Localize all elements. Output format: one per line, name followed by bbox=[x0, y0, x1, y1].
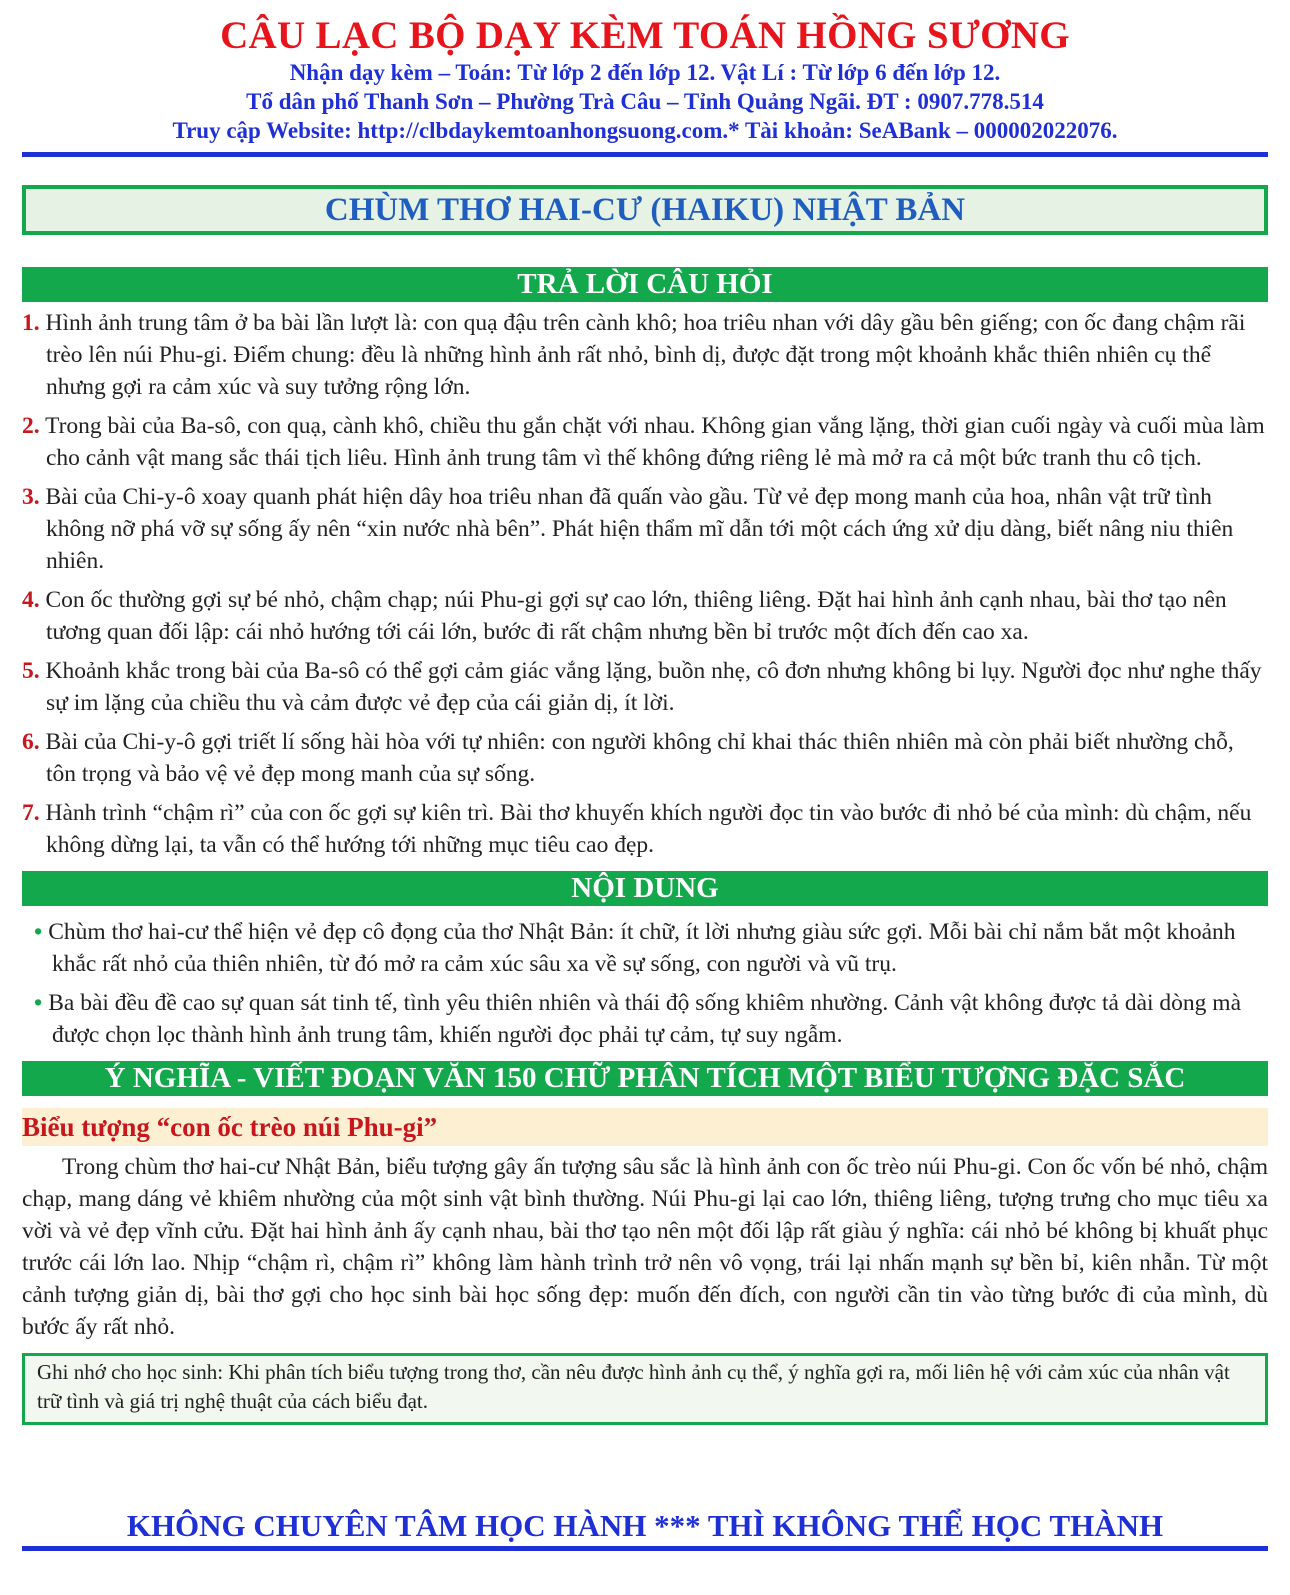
answer-number: 4. bbox=[22, 587, 40, 613]
content-bullet-text: Ba bài đều đề cao sự quan sát tinh tế, tình yêu thiên nhiên và thái độ sống khiêm nhường. Cảnh vật không được tả dài dòng mà được chọn lọc thành hình ảnh trung tâm, khiến người đọc phải tự cảm, tự suy ngẫm. bbox=[48, 990, 1242, 1048]
answer-text: Khoảnh khắc trong bài của Ba-sô có thể gợi cảm giác vắng lặng, buồn nhẹ, cô đơn nhưng không bi lụy. Người đọc như nghe thấy sự im lặng của chiều thu và cảm được vẻ đẹp của cái giản dị, ít lời. bbox=[45, 658, 1262, 716]
footer bbox=[22, 1508, 1268, 1551]
header-address-line: Tổ dân phố Thanh Sơn – Phường Trà Câu – Tỉnh Quảng Ngãi. ĐT : 0907.778.514 bbox=[246, 89, 1044, 114]
answers-list bbox=[22, 307, 1268, 861]
answer-number: 6. bbox=[22, 729, 40, 755]
answer-number: 3. bbox=[22, 484, 40, 510]
answer-number: 2. bbox=[22, 413, 40, 439]
answer-text: Bài của Chi-y-ô gợi triết lí sống hài hòa với tự nhiên: con người không chỉ khai thác thiên nhiên mà còn phải biết nhường chỗ, tôn trọng và bảo vệ vẻ đẹp mong manh của sự sống. bbox=[45, 729, 1234, 787]
answer-item bbox=[22, 655, 1268, 719]
title-box bbox=[22, 185, 1268, 235]
answer-text: Bài của Chi-y-ô xoay quanh phát hiện dây hoa triêu nhan đã quấn vào gầu. Từ vẻ đẹp mong manh của hoa, nhân vật trữ tình không nỡ phá vỡ sự sống ấy nên “xin nước nhà bên”. Phát hiện thẩm mĩ dẫn tới một cách ứng xử dịu dàng, biết nâng niu thiên nhiên. bbox=[45, 484, 1234, 574]
footer-motto: KHÔNG CHUYÊN TÂM HỌC HÀNH *** THÌ KHÔNG THỂ HỌC THÀNH bbox=[126, 1508, 1164, 1543]
footer-divider bbox=[22, 1546, 1268, 1551]
answer-item bbox=[22, 307, 1268, 403]
answer-text: Hình ảnh trung tâm ở ba bài lần lượt là: con quạ đậu trên cành khô; hoa triêu nhan với dây gầu bên giếng; con ốc đang chậm rãi trèo lên núi Phu-gi. Điểm chung: đều là những hình ảnh rất nhỏ, bình dị, được đặt trong một khoảnh khắc thiên nhiên cụ thể nhưng gợi ra cảm xúc và suy tưởng rộng lớn. bbox=[45, 310, 1246, 400]
answer-number: 5. bbox=[22, 658, 40, 684]
answers-section-heading: TRẢ LỜI CÂU HỎI bbox=[22, 267, 1268, 302]
answer-item bbox=[22, 584, 1268, 648]
answer-item bbox=[22, 410, 1268, 474]
content-bullet-item bbox=[22, 987, 1268, 1051]
content-section-heading: NỘI DUNG bbox=[22, 871, 1268, 906]
student-note-box: Ghi nhớ cho học sinh: Khi phân tích biểu tượng trong thơ, cần nêu được hình ảnh cụ thể, ý nghĩa gợi ra, mối liên hệ với cảm xúc của nhân vật trữ tình và giá trị nghệ thuật của cách biểu đạt. bbox=[22, 1353, 1268, 1425]
header-website-line: Truy cập Website: http://clbdaykemtoanhongsuong.com.* Tài khoản: SeABank – 000002022076. bbox=[172, 118, 1118, 143]
answer-item bbox=[22, 481, 1268, 577]
meaning-section-heading: Ý NGHĨA - VIẾT ĐOẠN VĂN 150 CHỮ PHÂN TÍCH MỘT BIỂU TƯỢNG ĐẶC SẮC bbox=[22, 1061, 1268, 1096]
club-header bbox=[22, 14, 1268, 157]
answer-text: Hành trình “chậm rì” của con ốc gợi sự kiên trì. Bài thơ khuyến khích người đọc tin vào bước đi nhỏ bé của mình: dù chậm, nếu không dừng lại, ta vẫn có thể hướng tới những mục tiêu cao đẹp. bbox=[45, 800, 1252, 858]
essay-paragraph: Trong chùm thơ hai-cư Nhật Bản, biểu tượng gây ấn tượng sâu sắc là hình ảnh con ốc trèo núi Phu-gi. Con ốc vốn bé nhỏ, chậm chạp, mang dáng vẻ khiêm nhường của một sinh vật bình thường. Núi Phu-gi lại cao lớn, thiêng liêng, tượng trưng cho mục tiêu xa vời và vẻ đẹp vĩnh cửu. Đặt hai hình ảnh ấy cạnh nhau, bài thơ tạo nên một đối lập rất giàu ý nghĩa: cái nhỏ bé không bị khuất phục trước cái lớn lao. Nhịp “chậm rì, chậm rì” không làm hành trình trở nên vô vọng, trái lại nhấn mạnh sự bền bỉ, kiên nhẫn. Từ một cảnh tượng giản dị, bài thơ gợi cho học sinh bài học sống đẹp: muốn đến đích, con người cần tin vào từng bước đi của mình, dù bước ấy rất nhỏ. bbox=[22, 1154, 1268, 1340]
header-divider bbox=[22, 152, 1268, 157]
answer-number: 1. bbox=[22, 310, 40, 336]
answer-item bbox=[22, 797, 1268, 861]
answer-item bbox=[22, 726, 1268, 790]
answer-number: 7. bbox=[22, 800, 40, 826]
content-bullet-text: Chùm thơ hai-cư thể hiện vẻ đẹp cô đọng của thơ Nhật Bản: ít chữ, ít lời nhưng giàu sức gợi. Mỗi bài chỉ nắm bắt một khoảnh khắc rất nhỏ của thiên nhiên, từ đó mở ra cảm xúc sâu xa về sự sống, con người và vũ trụ. bbox=[48, 919, 1236, 977]
document-page bbox=[22, 14, 1268, 1425]
club-name: CÂU LẠC BỘ DẠY KÈM TOÁN HỒNG SƯƠNG bbox=[220, 14, 1070, 57]
bullet-dot-icon: • bbox=[34, 990, 43, 1016]
content-bullet-item bbox=[22, 916, 1268, 980]
bullet-dot-icon: • bbox=[34, 919, 43, 945]
document-title: CHÙM THƠ HAI-CƯ (HAIKU) NHẬT BẢN bbox=[324, 192, 966, 228]
header-services-line: Nhận dạy kèm – Toán: Từ lớp 2 đến lớp 12. Vật Lí : Từ lớp 6 đến lớp 12. bbox=[289, 60, 1001, 85]
answer-text: Con ốc thường gợi sự bé nhỏ, chậm chạp; núi Phu-gi gợi sự cao lớn, thiêng liêng. Đặt hai hình ảnh cạnh nhau, bài thơ tạo nên tương quan đối lập: cái nhỏ hướng tới cái lớn, bước đi rất chậm nhưng bền bỉ trước một đích đến cao xa. bbox=[45, 587, 1227, 645]
symbol-title: Biểu tượng “con ốc trèo núi Phu-gi” bbox=[22, 1108, 1268, 1146]
answer-text: Trong bài của Ba-sô, con quạ, cành khô, chiều thu gắn chặt với nhau. Không gian vắng lặng, thời gian cuối ngày và cuối mùa làm cho cảnh vật mang sắc thái tịch liêu. Hình ảnh trung tâm vì thế không đứng riêng lẻ mà mở ra cả một bức tranh thu cô tịch. bbox=[45, 413, 1265, 471]
content-bullet-list bbox=[22, 916, 1268, 1051]
